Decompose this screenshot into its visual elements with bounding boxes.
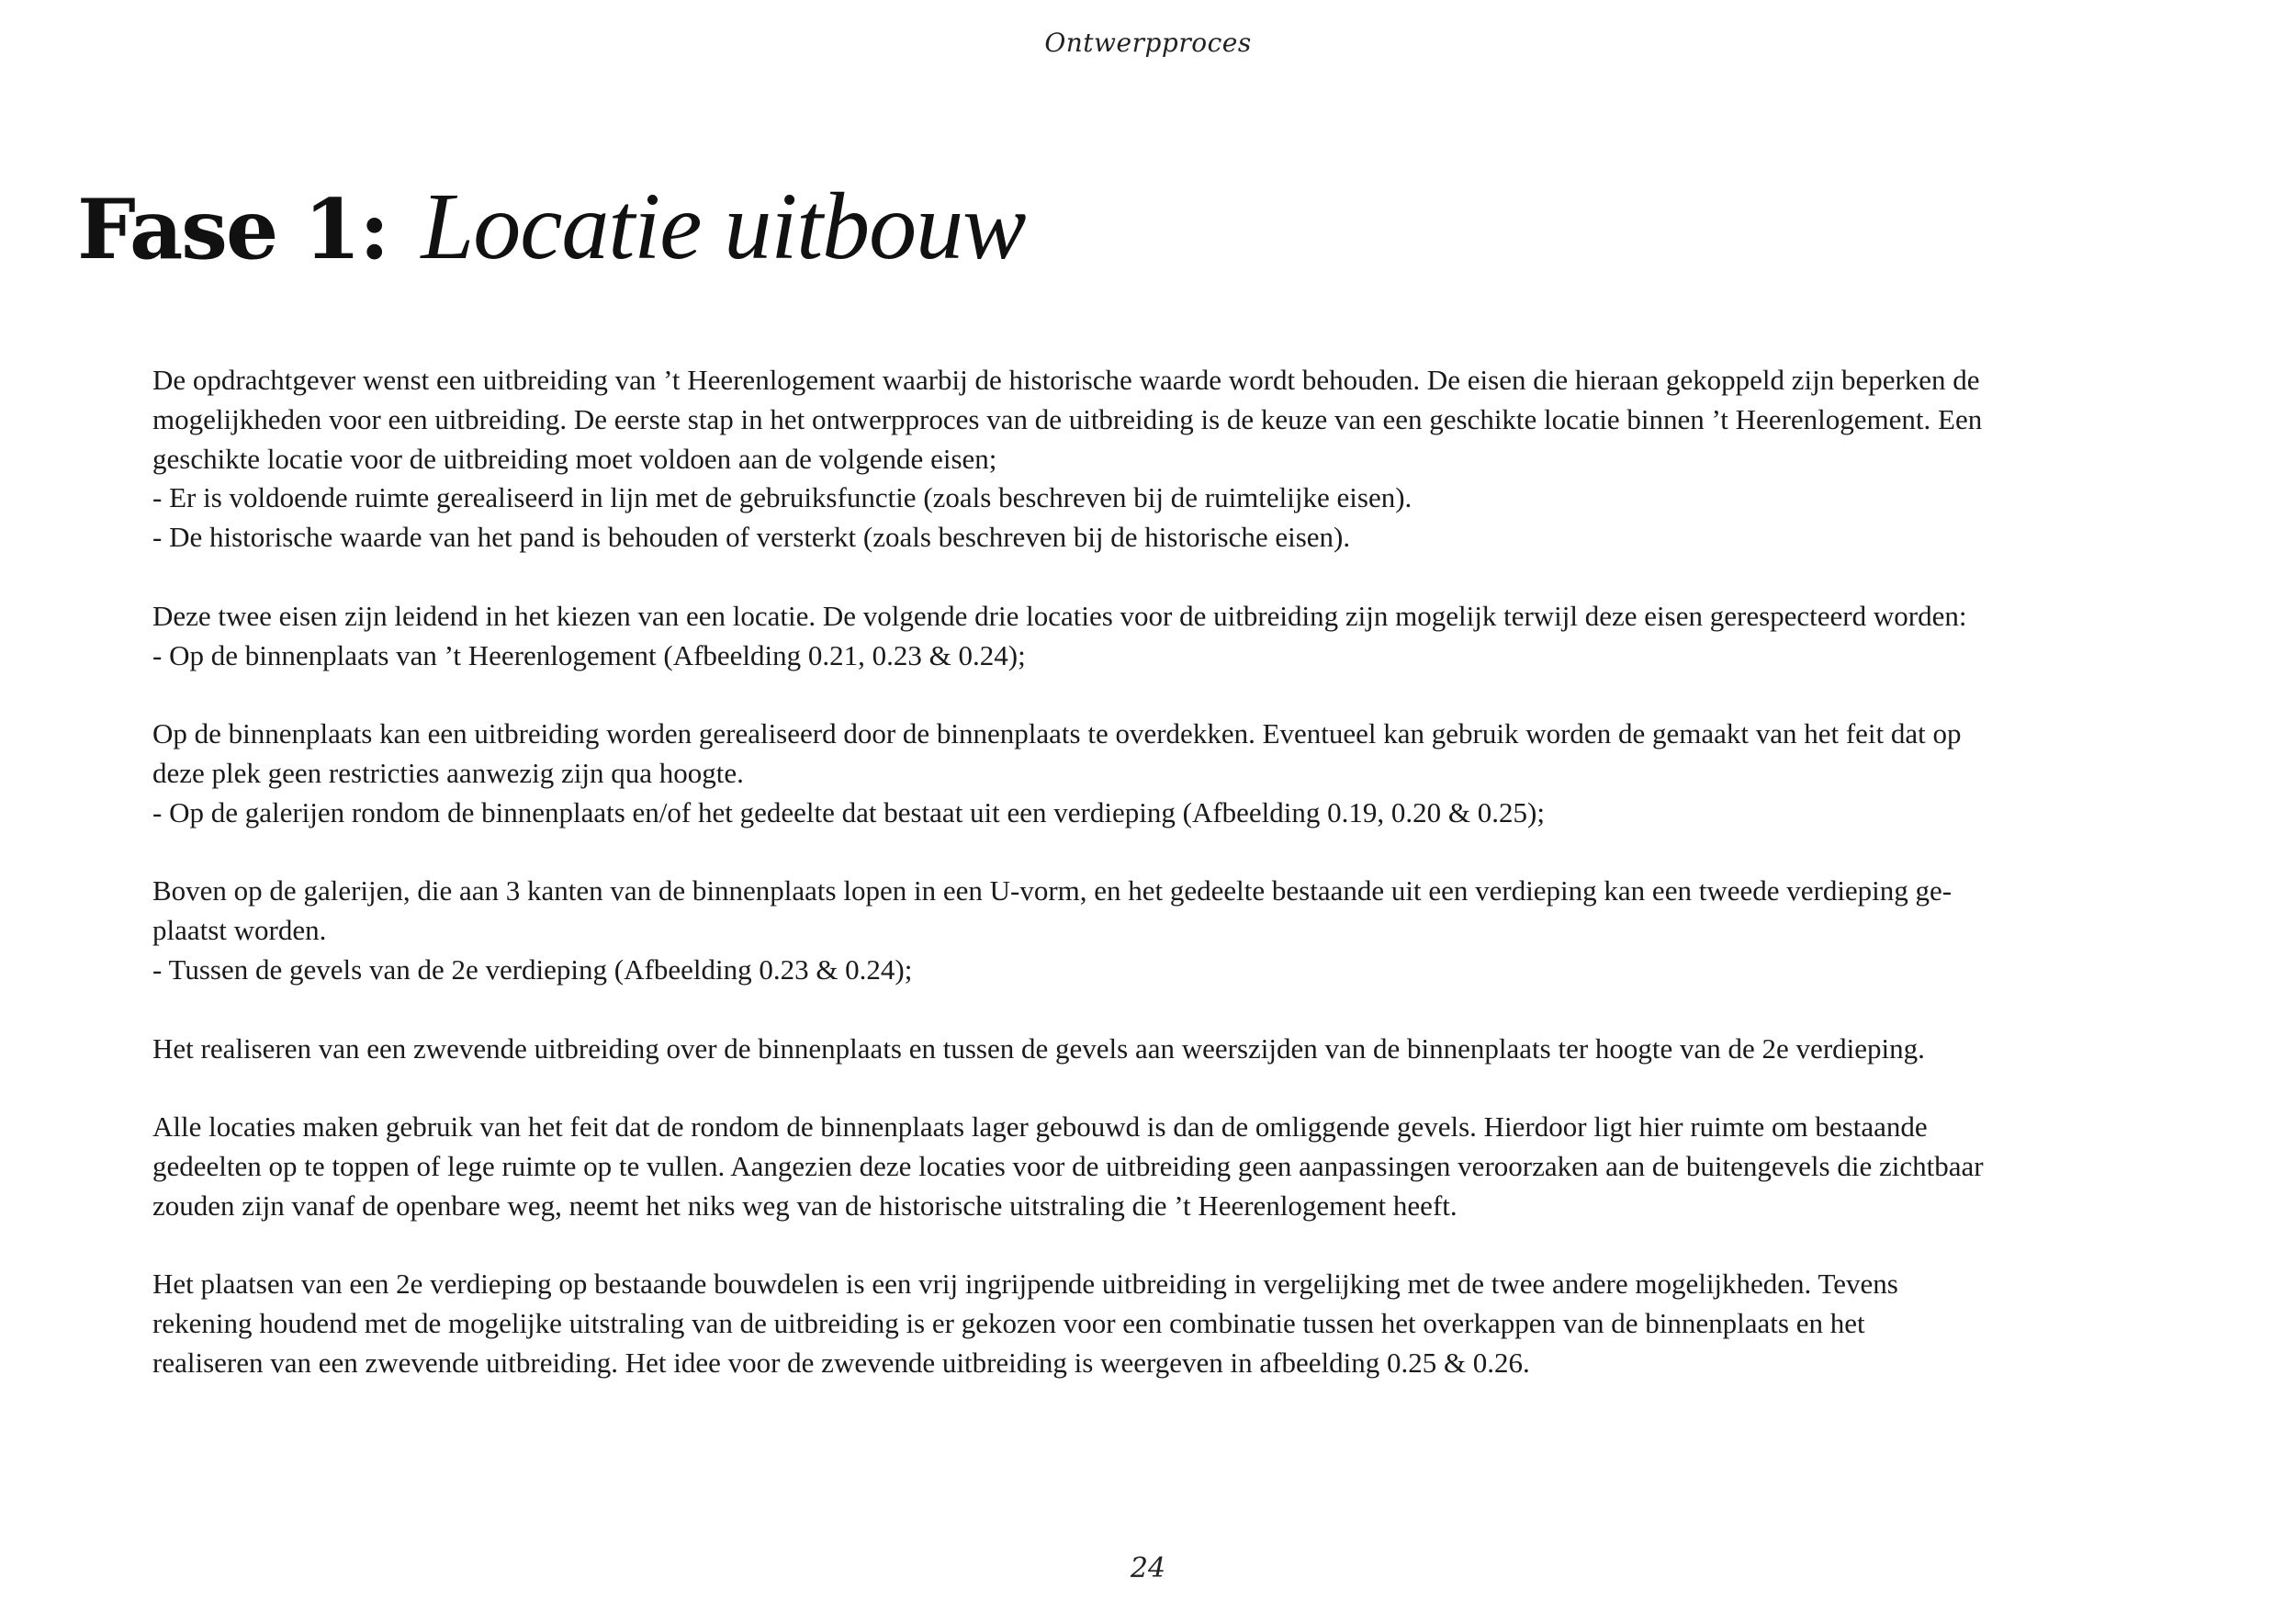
text-line: De opdrachtgever wenst een uitbreiding van ’t Heerenlogement waarbij de historische waarde wordt behouden. De eisen die hieraan gekoppeld zijn beperken de	[152, 364, 1980, 396]
text-line: - Tussen de gevels van de 2e verdieping (Afbeelding 0.23 & 0.24);	[152, 952, 913, 986]
title-phase: Fase 1:	[77, 181, 388, 278]
paragraph-all-locations	[152, 1108, 2109, 1225]
paragraph-floating-extension	[152, 1030, 2109, 1069]
paragraph-galleries	[152, 872, 2109, 989]
paragraph-conclusion	[152, 1265, 2109, 1382]
paragraph-gap	[152, 675, 2109, 715]
running-header: Ontwerpproces	[1044, 28, 1252, 58]
paragraph-gap	[152, 1226, 2109, 1266]
text-line: plaatst worden.	[152, 914, 327, 947]
paragraph-requirements	[152, 361, 2109, 558]
paragraph-gap	[152, 558, 2109, 597]
text-line: Alle locaties maken gebruik van het feit dat de rondom de binnenplaats lager gebouwd is dan de omliggende gevels. Hierdoor ligt hier ruimte om bestaande	[152, 1110, 1928, 1144]
text-line: zouden zijn vanaf de openbare weg, neemt het niks weg van de historische uitstraling die ’t Heerenlogement heeft.	[152, 1189, 1458, 1222]
text-line: geschikte locatie voor de uitbreiding moet voldoen aan de volgende eisen;	[152, 442, 997, 475]
text-line: Deze twee eisen zijn leidend in het kiezen van een locatie. De volgende drie locaties voor de uitbreiding zijn mogelijk terwijl deze eisen gerespecteerd worden:	[152, 599, 1967, 632]
text-line: rekening houdend met de mogelijke uitstraling van de uitbreiding is er gekozen voor een combinatie tussen het overkappen van de binnenplaats en het	[152, 1307, 1865, 1340]
paragraph-courtyard	[152, 715, 2109, 832]
body-text	[152, 361, 2109, 1383]
text-line: - Er is voldoende ruimte gerealiseerd in lijn met de gebruiksfunctie (zoals beschreven bij de ruimtelijke eisen).	[152, 481, 1412, 514]
text-line: gedeelten op te toppen of lege ruimte op te vullen. Aangezien deze locaties voor de uitbreiding geen aanpassingen veroorzaken aan de buitengevels die zichtbaar	[152, 1149, 1984, 1182]
paragraph-gap	[152, 1068, 2109, 1108]
text-line: Het realiseren van een zwevende uitbreiding over de binnenplaats en tussen de gevels aan weerszijden van de binnenplaats ter hoogte van de 2e verdieping.	[152, 1031, 1925, 1065]
page-number: 24	[1130, 1552, 1166, 1584]
paragraph-gap	[152, 990, 2109, 1030]
page-title	[77, 176, 1026, 281]
title-subject: Locatie uitbouw	[421, 174, 1026, 279]
text-line: Op de binnenplaats kan een uitbreiding worden gerealiseerd door de binnenplaats te overdekken. Eventueel kan gebruik worden de gemaakt van het feit dat op	[152, 717, 1962, 750]
text-line: - De historische waarde van het pand is behouden of versterkt (zoals beschreven bij de historische eisen).	[152, 521, 1351, 554]
text-line: realiseren van een zwevende uitbreiding. Het idee voor de zwevende uitbreiding is weergeven in afbeelding 0.25 & 0.26.	[152, 1346, 1530, 1379]
text-line: mogelijkheden voor een uitbreiding. De eerste stap in het ontwerpproces van de uitbreiding is de keuze van een geschikte locatie binnen ’t Heerenlogement. Een	[152, 402, 1983, 435]
text-line: Het plaatsen van een 2e verdieping op bestaande bouwdelen is een vrij ingrijpende uitbreiding in vergelijking met de twee andere mogelijkheden. Tevens	[152, 1268, 1898, 1301]
text-line: - Op de galerijen rondom de binnenplaats en/of het gedeelte dat bestaat uit een verdieping (Afbeelding 0.19, 0.20 & 0.25);	[152, 795, 1545, 828]
text-line: - Op de binnenplaats van ’t Heerenlogement (Afbeelding 0.21, 0.23 & 0.24);	[152, 638, 1026, 671]
text-line: deze plek geen restricties aanwezig zijn qua hoogte.	[152, 756, 744, 789]
paragraph-gap	[152, 833, 2109, 873]
paragraph-locations	[152, 597, 2109, 676]
text-line: Boven op de galerijen, die aan 3 kanten van de binnenplaats lopen in een U-vorm, en het gedeelte bestaande uit een verdieping kan een tweede verdieping ge-	[152, 874, 1953, 907]
